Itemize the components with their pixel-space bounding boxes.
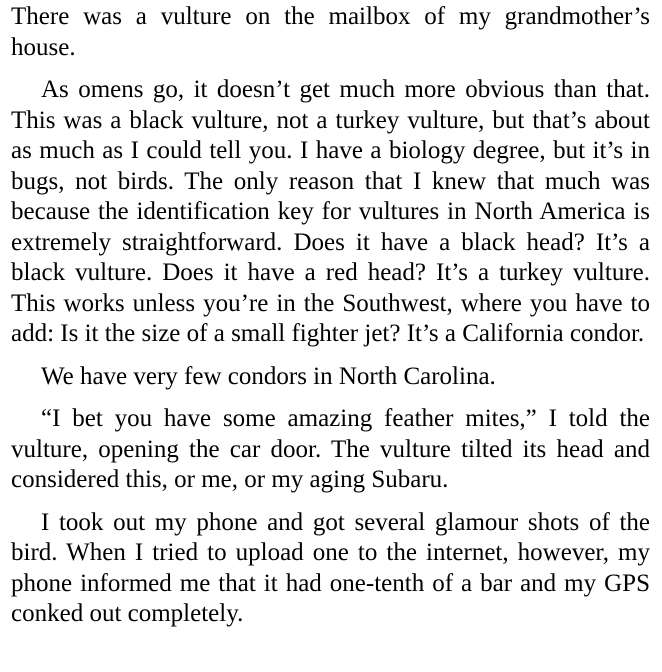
paragraph: I took out my phone and got several glamour shots of the bird. When I tried to upload one to the internet, however, my phone informed me that it had one-tenth of a bar and my GPS conked out completely. — [11, 508, 650, 627]
paragraph: We have very few condors in North Carolina. — [41, 362, 496, 390]
paragraph: As omens go, it doesn’t get much more obvious than that. This was a black vulture, not a turkey vulture, but that’s about as much as I could tell you. I have a biology degree, but it’s in bugs, not birds. The only reason that I knew that much was because the identification key for vultures in North America is extremely straightforward. Does it have a black head? It’s a black vulture. Does it have a red head? It’s a turkey vulture. This works unless you’re in the Southwest, where you have to add: Is it the size of a small fighter jet? It’s a California condor. — [11, 76, 650, 347]
paragraph: “I bet you have some amazing feather mites,” I told the vulture, opening the car door. The vulture tilted its head and considered this, or me, or my aging Subaru. — [11, 405, 650, 493]
paragraph: There was a vulture on the mailbox of my grandmother’s house. — [11, 3, 650, 61]
